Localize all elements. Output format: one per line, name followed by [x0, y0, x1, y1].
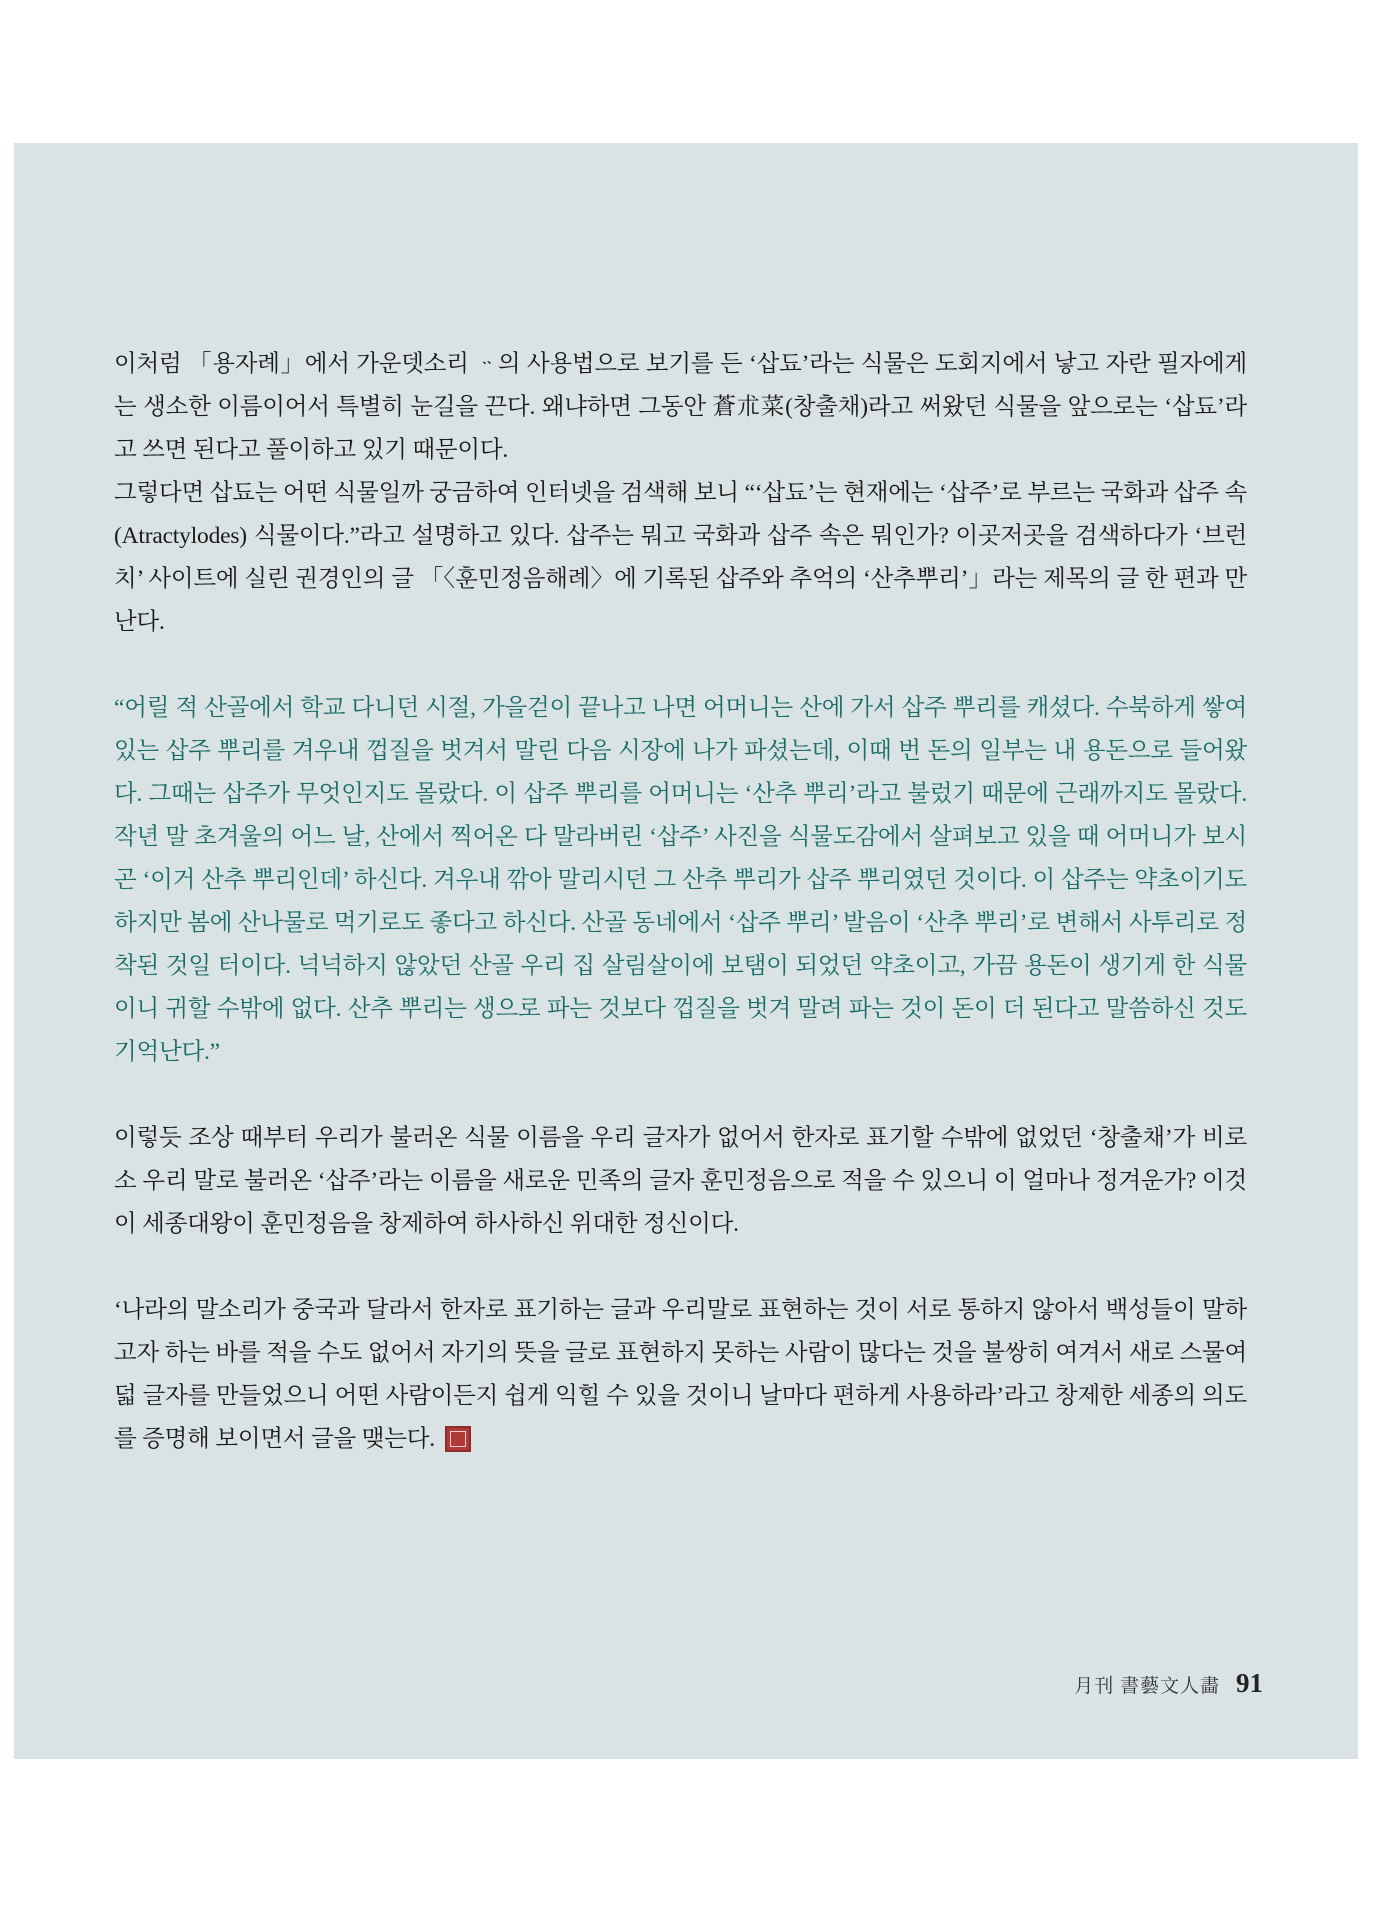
paragraph-5-text: ‘나라의 말소리가 중국과 달라서 한자로 표기하는 글과 우리말로 표현하는 것이 서로 통하지 않아서 백성들이 말하고자 하는 바를 적을 수도 없어서 자기의 뜻을 글로 표현하지 못하는 사람이 많다는 것을 불쌍히 여겨서 새로 스물여덟 글자를 만들었으니 어떤 사람이든지 쉽게 익힐 수 있을 것이니 날마다 편하게 사용하라’라고 창제한 세종의 의도를 증명해 보이면서 글을 맺는다. — [114, 1297, 1247, 1452]
paragraph-2: 그렇다면 삽됴는 어떤 식물일까 궁금하여 인터넷을 검색해 보니 “‘삽됴’는 현재에는 ‘삽주’로 부르는 국화과 삽주 속(Atractylodes) 식물이다.”라고 설명하고 있다. 삽주는 뭐고 국화과 삽주 속은 뭐인가? 이곳저곳을 검색하다가 ‘브런치’ 사이트에 실린 권경인의 글 「〈훈민정음해례〉에 기록된 삽주와 추억의 ‘산추뿌리’」라는 제목의 글 한 편과 만난다. — [114, 480, 1247, 635]
publication-title: 月刊 書藝文人畵 — [1074, 1676, 1220, 1697]
paragraph-5 — [114, 1289, 1247, 1461]
paragraph-4: 이렇듯 조상 때부터 우리가 불러온 식물 이름을 우리 글자가 없어서 한자로 표기할 수밖에 없었던 ‘창출채’가 비로소 우리 말로 불러온 ‘삽주’라는 이름을 새로운 민족의 글자 훈민정음으로 적을 수 있으니 이 얼마나 정겨운가? 이것이 세종대왕이 훈민정음을 창제하여 하사하신 위대한 정신이다. — [114, 1125, 1247, 1237]
quoted-passage: “어릴 적 산골에서 학교 다니던 시절, 가을걷이 끝나고 나면 어머니는 산에 가서 삽주 뿌리를 캐셨다. 수북하게 쌓여 있는 삽주 뿌리를 겨우내 껍질을 벗겨서 말린 다음 시장에 나가 파셨는데, 이때 번 돈의 일부는 내 용돈으로 들어왔다. 그때는 삽주가 무엇인지도 몰랐다. 이 삽주 뿌리를 어머니는 ‘산추 뿌리’라고 불렀기 때문에 근래까지도 몰랐다. 작년 말 초겨울의 어느 날, 산에서 찍어온 다 말라버린 ‘삽주’ 사진을 식물도감에서 살펴보고 있을 때 어머니가 보시곤 ‘이거 산추 뿌리인데’ 하신다. 겨우내 깎아 말리시던 그 산추 뿌리가 삽주 뿌리였던 것이다. 이 삽주는 약초이기도 하지만 봄에 산나물로 먹기로도 좋다고 하신다. 산골 동네에서 ‘삽주 뿌리’ 발음이 ‘산추 뿌리’로 변해서 사투리로 정착된 것일 터이다. 넉넉하지 않았던 산골 우리 집 살림살이에 보탬이 되었던 약초이고, 가끔 용돈이 생기게 한 식물이니 귀할 수밖에 없다. 산추 뿌리는 생으로 파는 것보다 껍질을 벗겨 말려 파는 것이 돈이 더 된다고 말씀하신 것도 기억난다.” — [114, 695, 1247, 1065]
document-page — [14, 143, 1358, 1759]
paragraph-1: 이처럼 「용자례」에서 가운뎃소리 ᆢ의 사용법으로 보기를 든 ‘삽됴’라는 식물은 도회지에서 낳고 자란 필자에게는 생소한 이름이어서 특별히 눈길을 끈다. 왜냐하면 그동안 蒼朮菜(창출채)라고 써왔던 식물을 앞으로는 ‘삽됴’라고 쓰면 된다고 풀이하고 있기 때문이다. — [114, 351, 1247, 463]
page-number: 91 — [1236, 1668, 1263, 1698]
red-seal-icon — [445, 1426, 471, 1452]
article-body — [114, 343, 1247, 1461]
page-footer — [1074, 1668, 1263, 1699]
